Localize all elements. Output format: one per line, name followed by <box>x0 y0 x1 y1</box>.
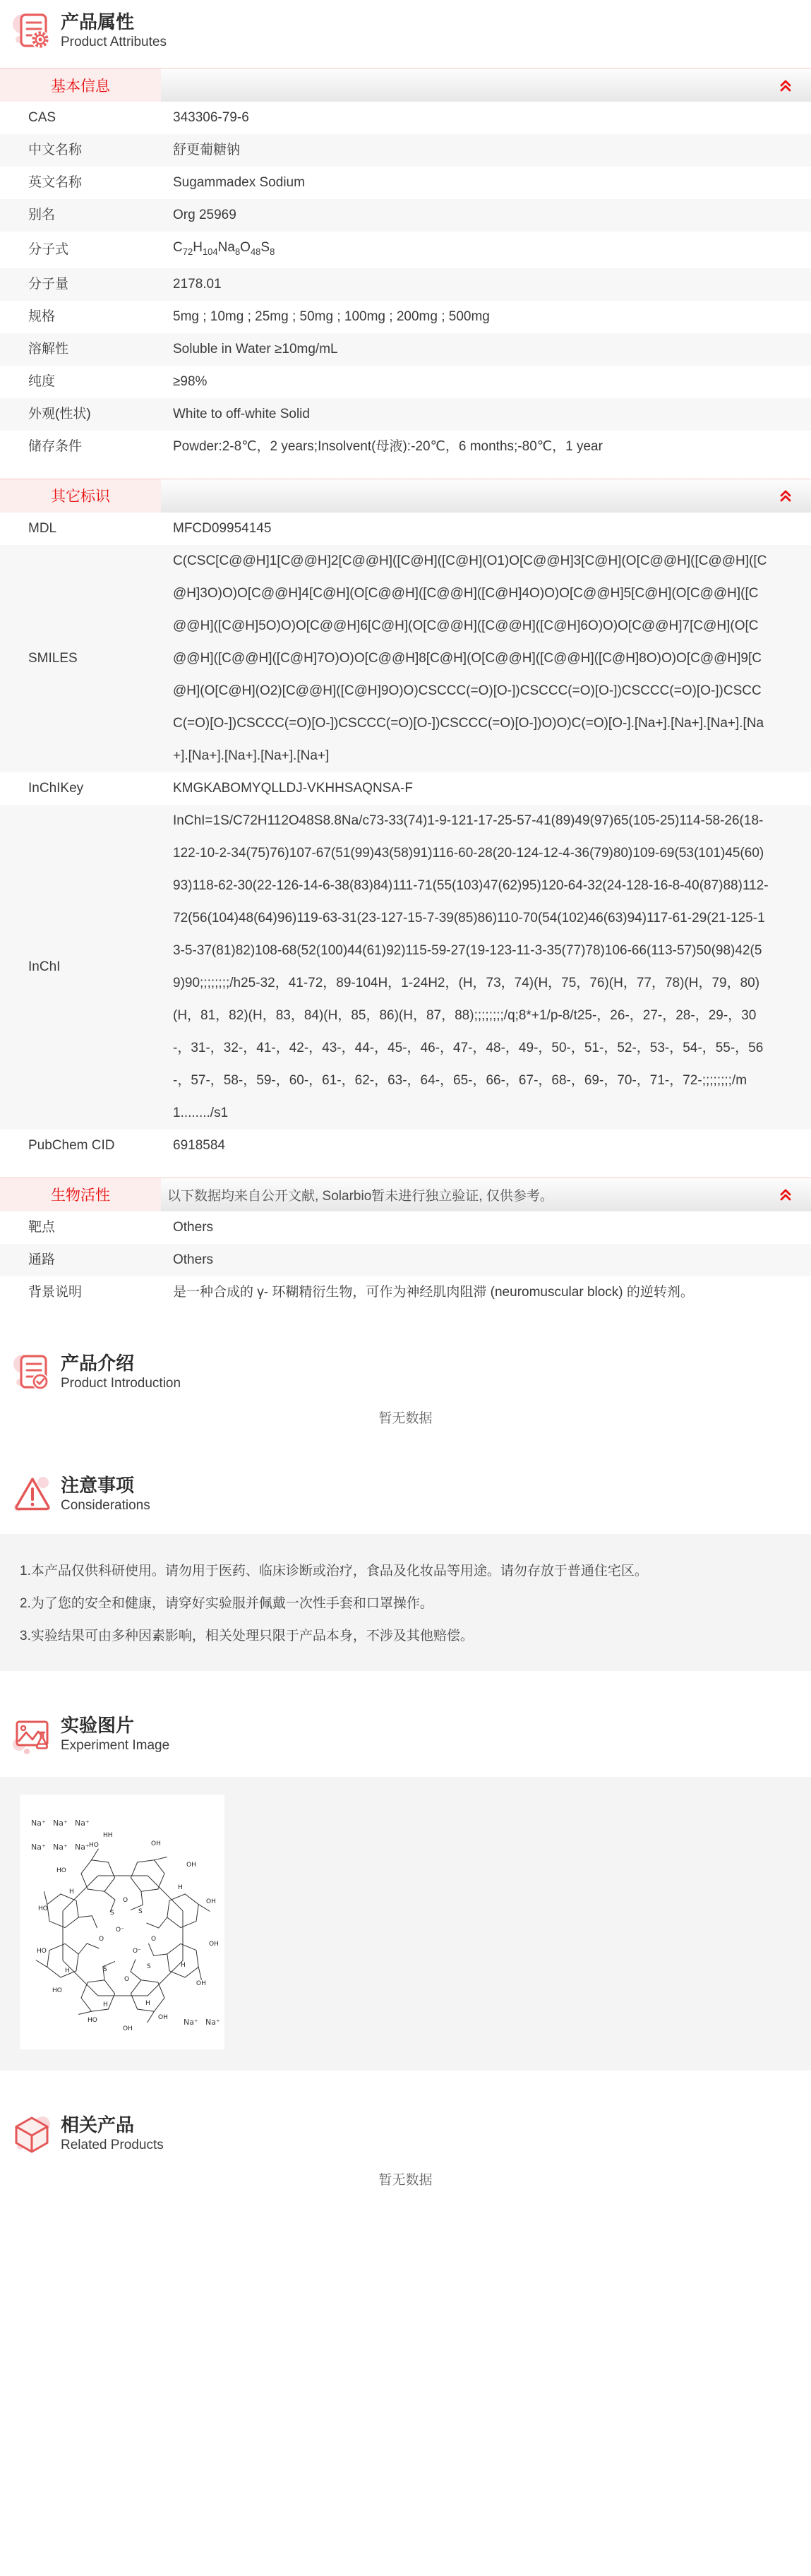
attribute-row <box>0 1244 811 1276</box>
attribute-value: 是一种合成的 γ- 环糊精衍生物，可作为神经肌肉阻滞 (neuromuscular block) 的逆转剂。 <box>173 1284 694 1300</box>
attribute-row <box>0 333 811 366</box>
attribute-label: 背景说明 <box>28 1284 83 1300</box>
section-subtitle: Product Introduction <box>61 1375 181 1391</box>
attribute-value: White to off-white Solid <box>173 406 310 421</box>
structure-image[interactable] <box>20 1795 224 2049</box>
inchi-value: InChI=1S/C72H112O48S8.8Na/c73-33(74)1-9-121-17-25-57-41(89)49(97)65(105-25)114-58-26(18-122-10-2-34(75)76)107-67(51(99)43(58)91)116-60-28(20-124-12-4-36(79)80)109-69(53(101)45(60)93)118-62-30(22-126-14-6-38(83)84)111-71(55(103)47(62)95)120-64-32(24-128-16-8-40(87)88)112-72(56(104)48(64)96)119-63-31(23-127-15-7-39(85)86)110-70(54(102)46(63)94)117-61-29(21-125-13-5-37(81)82)108-68(52(100)44(61)92)115-59-27(19-123-11-3-35(77)78)106-66(113-57)50(98)42(59)90;;;;;;;;/h25-32，41-72，89-104H，1-24H2，(H，73，74)(H，75，76)(H，77，78)(H，79，80)(H，81，82)(H，83，84)(H，85，86)(H，87，88);;;;;;;;/q;8*+1/p-8/t25-，26-，27-，28-，29-，30-，31-，32-，41-，42-，43-，44-，45-，46-，47-，48-，49-，50-，51-，52-，53-，54-，55-，56-，57-，58-，59-，60-，61-，62-，63-，64-，65-，66-，67-，68-，69-，70-，71-，72-;;;;;;;;/m1......../s1 <box>173 813 769 1120</box>
attribute-row <box>0 199 811 232</box>
svg-text:OH: OH <box>151 1840 161 1847</box>
attribute-row <box>0 167 811 199</box>
section-title: 相关产品 <box>61 2114 135 2135</box>
attribute-row <box>0 772 811 805</box>
considerations-panel <box>0 1534 811 1671</box>
attribute-value: KMGKABOMYQLLDJ-VKHHSAQNSA-F <box>173 780 413 796</box>
svg-text:Na⁺: Na⁺ <box>184 2017 198 2027</box>
attribute-row <box>0 102 811 134</box>
attribute-label: PubChem CID <box>28 1137 115 1153</box>
product-introduction-header <box>0 1341 811 1394</box>
attribute-value: 5mg ; 10mg ; 25mg ; 50mg ; 100mg ; 200mg ; 500mg <box>173 308 490 324</box>
attribute-row <box>0 398 811 431</box>
section-title: 注意事项 <box>61 1474 135 1496</box>
svg-text:Na⁺: Na⁺ <box>75 1818 90 1828</box>
no-data-text: 暂无数据 <box>378 1410 433 1426</box>
experiment-image-header <box>0 1703 811 1756</box>
attribute-label: 纯度 <box>28 373 56 389</box>
svg-text:Na⁺: Na⁺ <box>53 1818 68 1828</box>
svg-text:HO: HO <box>89 1841 99 1849</box>
section-subtitle: Experiment Image <box>61 1737 170 1753</box>
svg-text:O: O <box>124 1975 130 1983</box>
page-subtitle: Product Attributes <box>61 35 167 50</box>
section-subtitle: Considerations <box>61 1497 150 1513</box>
svg-text:S: S <box>147 1963 151 1970</box>
svg-text:H: H <box>181 1961 186 1969</box>
attribute-label: 别名 <box>28 208 56 222</box>
attribute-row <box>0 366 811 398</box>
svg-text:Na⁺: Na⁺ <box>205 2017 220 2027</box>
collapse-icon[interactable] <box>760 68 811 102</box>
collapse-icon[interactable] <box>760 1178 811 1211</box>
svg-text:O: O <box>123 1896 128 1904</box>
attribute-label: InChI <box>28 959 61 974</box>
svg-text:HO: HO <box>38 1905 48 1912</box>
section-bar-bioactivity <box>0 1178 811 1211</box>
svg-text:S: S <box>138 1907 143 1915</box>
attribute-label: 分子量 <box>28 276 69 292</box>
basic-info-table <box>0 102 811 463</box>
attribute-value: Others <box>173 1219 214 1235</box>
attribute-value: Others <box>173 1252 214 1267</box>
attribute-label: 靶点 <box>28 1219 56 1235</box>
svg-text:S: S <box>110 1909 114 1917</box>
attribute-row <box>0 431 811 463</box>
attribute-label: SMILES <box>28 650 78 666</box>
svg-text:H: H <box>69 1888 74 1895</box>
consideration-item: 2.为了您的安全和健康，请穿好实验服并佩戴一次性手套和口罩操作。 <box>20 1595 433 1611</box>
molecular-formula: $C_{72}H_{104}Na_8O_{48}S_8$ <box>173 240 275 257</box>
attribute-value: 343306-79-6 <box>173 110 249 125</box>
attribute-row <box>0 301 811 333</box>
attribute-label: 规格 <box>28 308 56 324</box>
attribute-value: 6918584 <box>173 1137 225 1153</box>
attribute-row <box>0 805 811 1130</box>
svg-text:HH: HH <box>103 1831 113 1839</box>
svg-text:HO: HO <box>56 1867 66 1874</box>
svg-text:H: H <box>65 1967 70 1975</box>
bioactivity-disclaimer: 以下数据均来自公开文献, Solarbio暂未进行独立验证, 仅供参考。 <box>167 1188 553 1204</box>
attribute-label: 通路 <box>28 1252 56 1267</box>
bioactivity-table <box>0 1211 811 1309</box>
attribute-value: Org 25969 <box>173 208 236 222</box>
section-title: 产品介绍 <box>61 1352 135 1374</box>
section-bar-basic-info <box>0 68 811 102</box>
attribute-value: MFCD09954145 <box>173 520 272 536</box>
svg-text:Na⁺: Na⁺ <box>75 1842 90 1852</box>
attribute-row <box>0 1276 811 1309</box>
attribute-row <box>0 232 811 268</box>
svg-text:OH: OH <box>196 1979 206 1987</box>
svg-text:Na⁺: Na⁺ <box>31 1842 46 1852</box>
svg-text:HO: HO <box>52 1987 62 1994</box>
attribute-row <box>0 268 811 301</box>
attribute-row <box>0 513 811 545</box>
svg-text:Na⁺: Na⁺ <box>53 1842 68 1852</box>
related-products-header <box>0 2103 811 2155</box>
section-subtitle: Related Products <box>61 2137 164 2152</box>
section-label: 基本信息 <box>0 68 161 102</box>
section-label: 生物活性 <box>0 1178 161 1211</box>
svg-text:O⁻: O⁻ <box>133 1947 141 1955</box>
attribute-value: ≥98% <box>173 373 208 389</box>
svg-text:OH: OH <box>209 1940 219 1948</box>
page-title: 产品属性 <box>61 11 135 32</box>
svg-text:OH: OH <box>206 1898 216 1905</box>
attribute-value: Sugammadex Sodium <box>173 175 305 190</box>
svg-text:H: H <box>145 1999 150 2007</box>
product-attributes-header <box>0 0 811 52</box>
svg-text:HO: HO <box>37 1947 47 1955</box>
product-attributes-icon <box>11 10 54 52</box>
svg-text:HO: HO <box>88 2016 97 2024</box>
section-title: 实验图片 <box>61 1714 135 1736</box>
svg-text:O: O <box>99 1935 104 1943</box>
attribute-row <box>0 1130 811 1162</box>
svg-text:O⁻: O⁻ <box>116 1926 124 1934</box>
section-bar-other-identifiers <box>0 479 811 513</box>
svg-text:H: H <box>103 2001 108 2008</box>
attribute-label: 储存条件 <box>28 438 83 454</box>
consideration-item: 3.实验结果可由多种因素影响，相关处理只限于产品本身，不涉及其他赔偿。 <box>20 1628 474 1643</box>
collapse-icon[interactable] <box>760 479 811 513</box>
section-label: 其它标识 <box>0 479 161 513</box>
experiment-image-panel <box>0 1777 811 2071</box>
attribute-label: 外观(性状) <box>28 406 91 421</box>
no-data-text: 暂无数据 <box>378 2172 433 2188</box>
attribute-row <box>0 134 811 167</box>
svg-text:Na⁺: Na⁺ <box>31 1818 46 1828</box>
attribute-row <box>0 1211 811 1244</box>
attribute-label: 英文名称 <box>28 175 83 190</box>
considerations-header <box>0 1463 811 1516</box>
other-identifiers-table <box>0 513 811 1162</box>
svg-text:S: S <box>103 1965 107 1973</box>
attribute-label: 分子式 <box>28 241 69 257</box>
attribute-value: Powder:2-8℃，2 years;Insolvent(母液):-20℃，6 months;-80℃，1 year <box>173 438 603 454</box>
attribute-value: 舒更葡糖钠 <box>173 143 241 157</box>
svg-text:H: H <box>178 1883 183 1891</box>
attribute-label: MDL <box>28 520 57 536</box>
cube-icon <box>11 2113 54 2155</box>
consideration-item: 1.本产品仅供科研使用。请勿用于医药、临床诊断或治疗，食品及化妆品等用途。请勿存放于普通住宅区。 <box>20 1563 648 1578</box>
attribute-label: InChIKey <box>28 780 84 796</box>
svg-text:OH: OH <box>158 2013 168 2021</box>
product-introduction-icon <box>11 1351 54 1394</box>
svg-text:O: O <box>151 1935 157 1943</box>
smiles-value: C(CSC[C@@H]1[C@@H]2[C@@H]([C@H]([C@H](O1)O[C@@H]3[C@H](O[C@@H]([C@@H]([C@H]3O)O)O[C@@H]4[C@H](O[C@@H]([C@@H]([C@H]4O)O)O[C@@H]5[C@H](O[C@@H]([C@@H]([C@H]5O)O)O[C@@H]6[C@H](O[C@@H]([C@@H]([C@H]6O)O)O[C@@H]7[C@H](O[C@@H]([C@@H]([C@H]7O)O)O[C@@H]8[C@H](O[C@@H]([C@@H]([C@H]8O)O)O[C@@H]9[C@H](O[C@H](O2)[C@@H]([C@H]9O)O)CSCCC(=O)[O-])CSCCC(=O)[O-])CSCCC(=O)[O-])CSCCC(=O)[O-])CSCCC(=O)[O-])CSCCC(=O)[O-])CSCCC(=O)[O-])O)O)C(=O)[O-].[Na+].[Na+].[Na+].[Na+].[Na+].[Na+].[Na+].[Na+] <box>173 553 767 763</box>
attribute-row <box>0 545 811 772</box>
attribute-value: 2178.01 <box>173 276 222 292</box>
attribute-label: 溶解性 <box>28 341 69 357</box>
attribute-label: 中文名称 <box>28 143 83 157</box>
attribute-label: CAS <box>28 110 56 125</box>
svg-text:OH: OH <box>186 1861 196 1869</box>
experiment-image-icon <box>11 1713 54 1756</box>
svg-text:OH: OH <box>123 2025 133 2032</box>
warning-icon <box>11 1473 54 1516</box>
attribute-value: Soluble in Water ≥10mg/mL <box>173 341 338 357</box>
